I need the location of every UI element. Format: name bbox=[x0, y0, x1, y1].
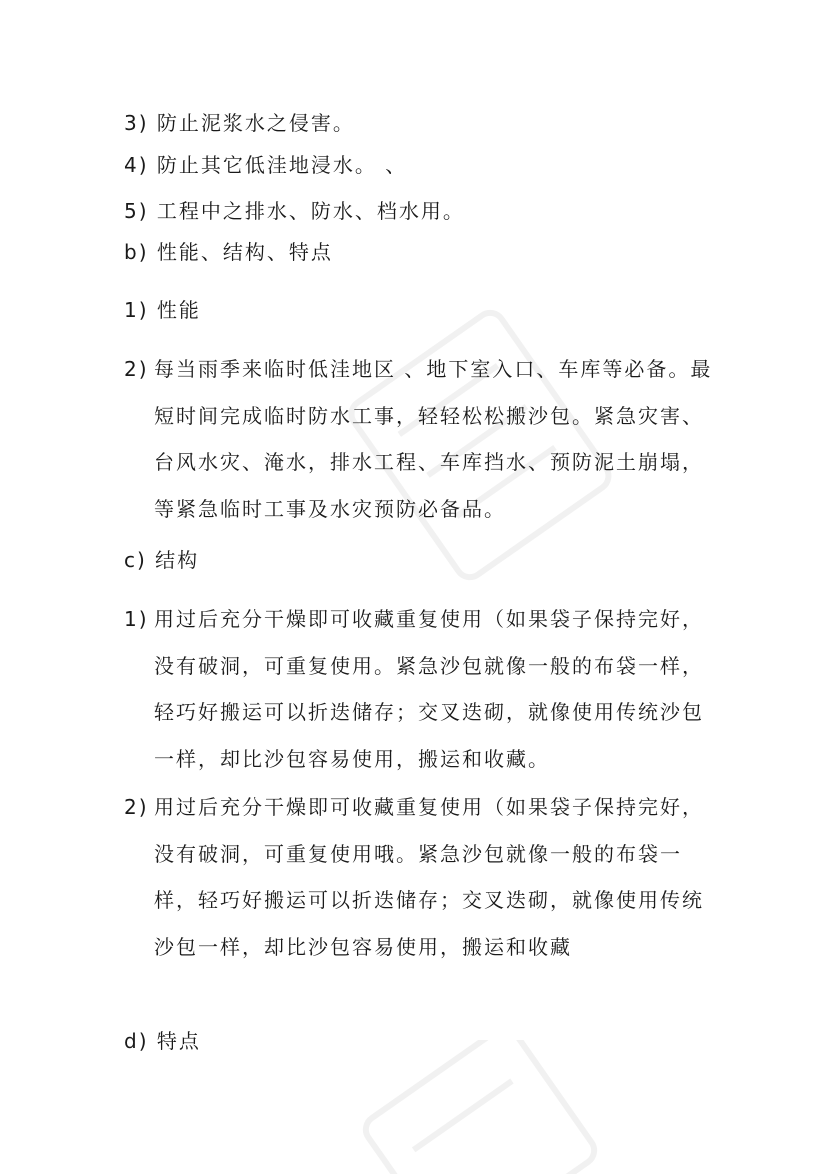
item-text: 用过后充分干燥即可收藏重复使用（如果袋子保持完好，没有破洞，可重复使用。紧急沙包就像一般的布袋一样，轻巧好搬运可以折迭储存；交叉迭砌，就像使用传统沙包一样，却比沙包容易使用，搬运和收藏。 bbox=[154, 607, 704, 771]
item-text: 用过后充分干燥即可收藏重复使用（如果袋子保持完好，没有破洞，可重复使用哦。紧急沙包就像一般的布袋一样，轻巧好搬运可以折迭储存；交叉迭砌，就像使用传统沙包一样，却比沙包容易使用，搬运和收藏 bbox=[154, 795, 704, 959]
list-item-3: 3) 防止泥浆水之侵害。 bbox=[124, 111, 355, 135]
watermark-stamp-lower bbox=[330, 1040, 630, 1174]
list-item-5: 5) 工程中之排水、防水、档水用。 bbox=[124, 199, 465, 223]
performance-item-2 bbox=[124, 346, 724, 532]
section-heading-b: b) 性能、结构、特点 bbox=[124, 240, 333, 264]
structure-item-2 bbox=[124, 784, 724, 970]
item-text: 每当雨季来临时低洼地区 、地下室入口、车库等必备。最短时间完成临时防水工事，轻轻松松搬沙包。紧急灾害、台风水灾、淹水，排水工程、车库挡水、预防泥土崩塌，等紧急临时工事及水灾预防必备品。 bbox=[154, 357, 713, 521]
item-number: 1) bbox=[124, 607, 149, 631]
subheading-performance: 1) 性能 bbox=[124, 298, 201, 322]
item-number: 2) bbox=[124, 795, 149, 819]
section-heading-d: d) 特点 bbox=[124, 1029, 201, 1053]
structure-item-1 bbox=[124, 596, 724, 782]
list-item-4: 4) 防止其它低洼地浸水。 、 bbox=[124, 153, 408, 177]
item-number: 2) bbox=[124, 357, 149, 381]
section-heading-c: c) 结构 bbox=[124, 548, 200, 572]
